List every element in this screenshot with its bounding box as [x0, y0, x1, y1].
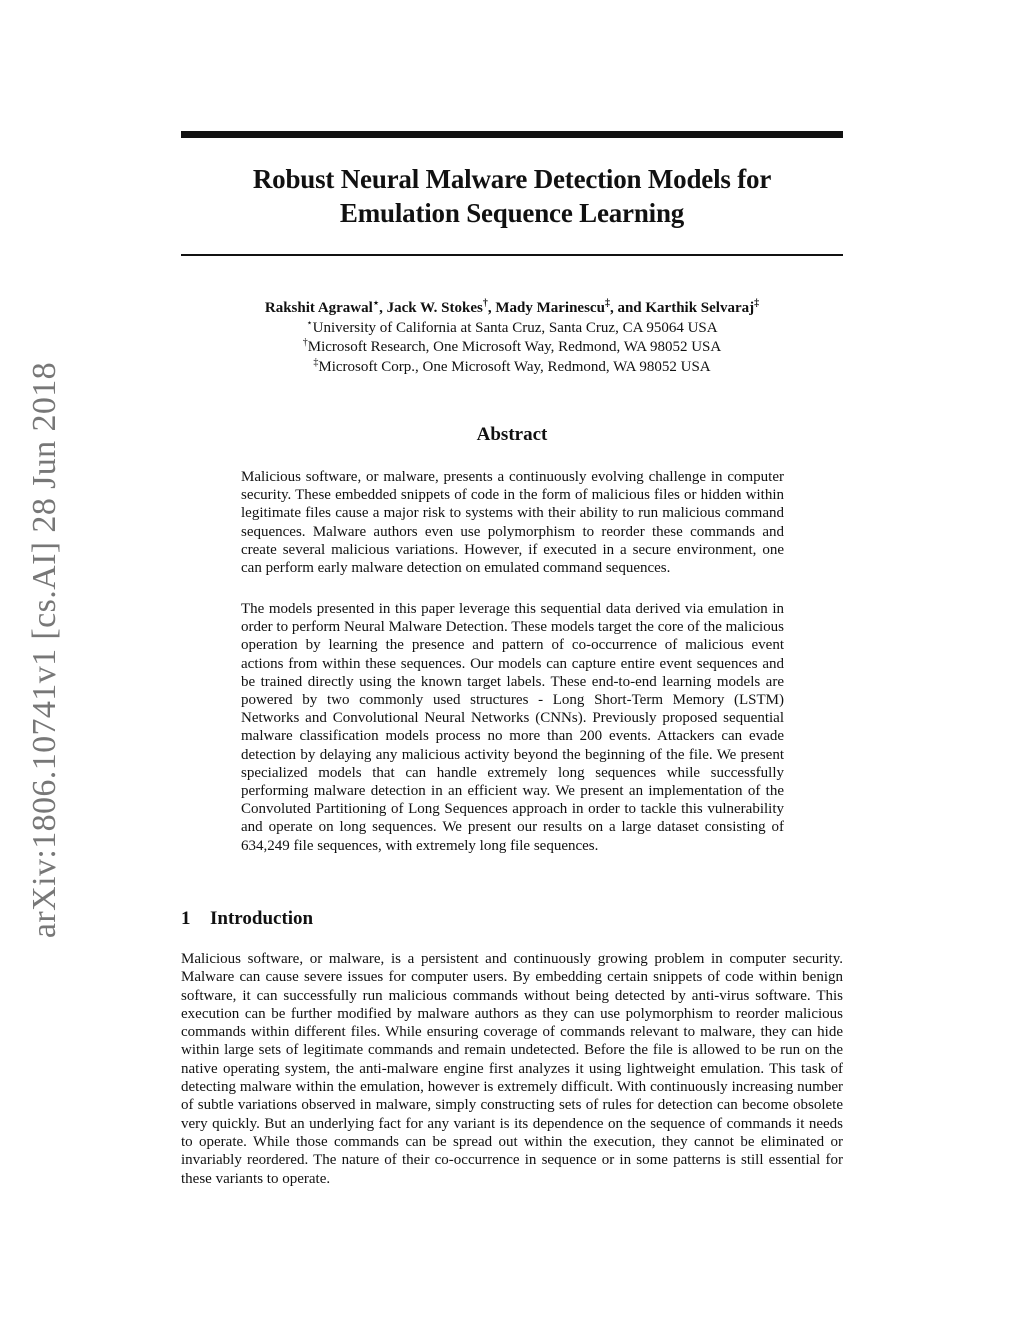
- affiliation: [181, 358, 843, 378]
- author-names: [181, 299, 843, 319]
- section-heading-introduction: [181, 908, 313, 930]
- arxiv-identifier-stamp: arXiv:1806.10741v1 [cs.AI] 28 Jun 2018: [26, 361, 63, 939]
- abstract-paragraph-1: Malicious software, or malware, presents a continuously evolving challenge in computer security. These embedded snippets of code in the form of malicious files or hidden within legitimate files cause a major risk to systems with their ability to run malicious command sequences. Malware authors even use polymorphism to reorder these commands and create several malicious variations. However, if executed in a secure environment, one can perform early malware detection on emulated command sequences.: [241, 469, 784, 577]
- section-title: Introduction: [210, 908, 314, 929]
- author-mark: ‡: [604, 298, 610, 309]
- author-name: Jack W. Stokes: [386, 300, 483, 316]
- author-mark: †: [482, 298, 488, 309]
- author-block: [181, 299, 843, 377]
- author-mark: ‡: [754, 298, 760, 309]
- introduction-paragraph: Malicious software, or malware, is a persistent and continuously growing problem in computer security. Malware can cause severe issues for computer users. By embedding certain snippets of code within benign software, it can successfully run malicious commands without being detected by anti-virus software. This execution can be further modified by malware authors as they can use polymorphism to reorder malicious commands within different files. While ensuring coverage of commands relevant to malware, they can hide within large sets of legitimate commands and remain undetected. Before the file is allowed to be run on the native operating system, the anti-malware engine first analyzes it using lightweight emulation. This task of detecting malware within the emulation, however is extremely difficult. With continuously increasing number of subtle variations observed in malware, simply constructing sets of rules for detection can become obsolete very quickly. But an underlying fact for any variant is its dependence on the sequence of commands it needs to operate. While those commands can be spread out within the execution, they cannot be eliminated or invariably reordered. The nature of their co-occurrence in sequence or in some patterns is still essential for these variants to operate.: [181, 951, 843, 1187]
- affiliation-mark: †: [302, 337, 308, 348]
- author-name: Mady Marinescu: [495, 300, 605, 316]
- section-number: 1: [181, 908, 191, 929]
- title-top-rule: [181, 131, 843, 138]
- author-mark: ⋆: [372, 298, 380, 309]
- author-separator: ,: [379, 300, 387, 316]
- affiliation: [181, 319, 843, 339]
- affiliation-text: Microsoft Research, One Microsoft Way, Redmond, WA 98052 USA: [307, 339, 722, 355]
- author-separator: , and: [609, 300, 646, 316]
- abstract-paragraph-2: The models presented in this paper leverage this sequential data derived via emulation in order to perform Neural Malware Detection. These models target the core of the malicious operation by learning the presence and pattern of co-occurrence of malicious event actions from within these sequences. Our models can capture entire event sequences and be trained directly using the known target labels. These end-to-end learning models are powered by two commonly used structures - Long Short-Term Memory (LSTM) Networks and Convolutional Neural Networks (CNNs). Previously proposed sequential malware classification models process no more than 200 events. Attackers can evade detection by delaying any malicious activity beyond the beginning of the file. We present specialized models that can handle extremely long sequences while successfully performing malware detection in an efficient way. We present an implementation of the Convoluted Partitioning of Long Sequences approach in order to tackle this vulnerability and operate on long sequences. We present our results on a large dataset consisting of 634,249 file sequences, with extremely long file sequences.: [241, 601, 784, 854]
- title-bottom-rule: [181, 254, 843, 256]
- author-name: Rakshit Agrawal: [264, 300, 373, 316]
- author-separator: ,: [487, 300, 496, 316]
- affiliation-mark: ‡: [313, 356, 319, 368]
- affiliation-text: University of California at Santa Cruz, Santa Cruz, CA 95064 USA: [312, 319, 718, 336]
- affiliation: [181, 338, 843, 358]
- author-name: Karthik Selvaraj: [645, 300, 755, 316]
- paper-title-line-1: Robust Neural Malware Detection Models for: [252, 164, 772, 194]
- affiliation-text: Microsoft Corp., One Microsoft Way, Redmond, WA 98052 USA: [318, 358, 711, 375]
- paper-title-line-2: Emulation Sequence Learning: [339, 198, 685, 228]
- abstract-heading: Abstract: [476, 424, 548, 445]
- paper-title: [181, 162, 843, 230]
- affiliation-mark: ⋆: [306, 317, 313, 329]
